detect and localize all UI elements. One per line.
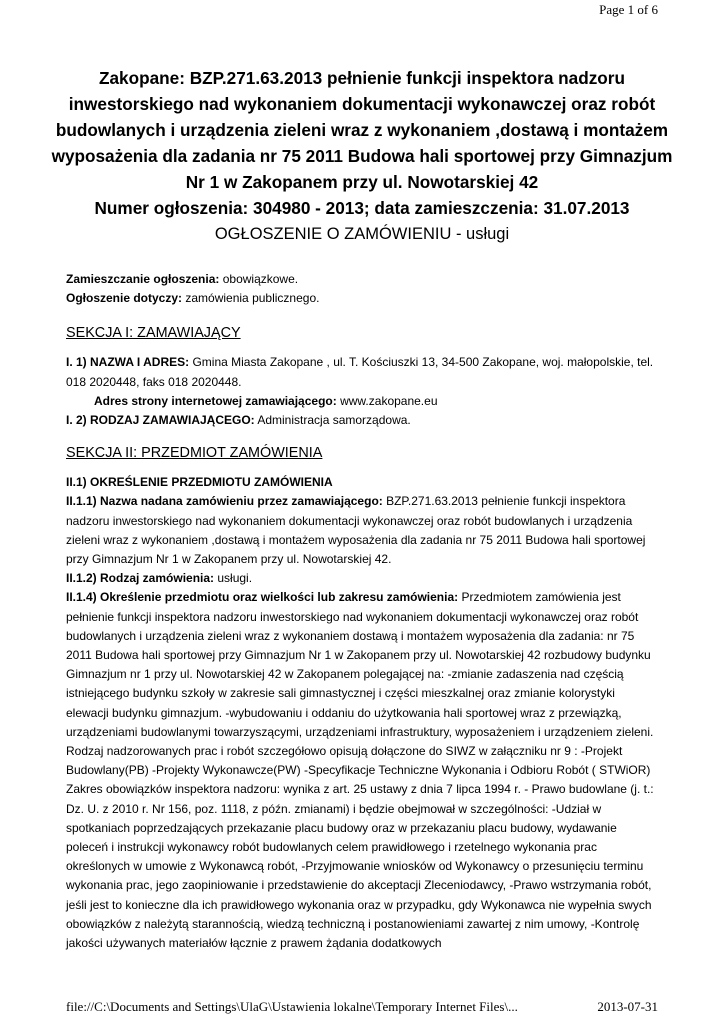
document-title: Zakopane: BZP.271.63.2013 pełnienie funkcji inspektora nadzoru inwestorskiego nad wykonaniem dokumentacji wykonawczej oraz robót budowlanych i urządzenia zieleni wraz z wykonaniem ,dostawą i montażem wyposażenia dla zadania nr 75 2011 Budowa hali sportowej przy Gimnazjum Nr 1 w Zakopanem przy ul. Nowotarskiej 42 xyxy=(51,68,673,192)
document-title-block xyxy=(50,65,674,247)
order-name-value: BZP.271.63.2013 pełnienie funkcji inspektora nadzoru inwestorskiego nad wykonaniem dokumentacji wykonawczej oraz robót budowlanych i urządzenia zieleni wraz z wykonaniem ,dostawą i montażem wyposażenia dla zadania nr 75 2011 Budowa hali sportowej przy Gimnazjum Nr 1 w Zakopanem przy ul. Nowotarskiej 42. xyxy=(66,494,646,567)
order-name-line xyxy=(66,492,658,569)
section-1-title: SEKCJA I: ZAMAWIAJĄCY xyxy=(66,325,241,342)
website-label: Adres strony internetowej zamawiającego: xyxy=(94,393,337,408)
document-body xyxy=(66,270,658,953)
page-number: Page 1 of 6 xyxy=(599,2,658,17)
order-name-label: II.1.1) Nazwa nadana zamówieniu przez zamawiającego: xyxy=(66,494,383,509)
website-line xyxy=(66,392,658,411)
name-address-label: I. 1) NAZWA I ADRES: xyxy=(66,355,190,370)
order-scope-line xyxy=(66,588,658,953)
footer-file-path: file://C:\Documents and Settings\UlaG\Ustawienia lokalne\Temporary Internet Files\... xyxy=(66,999,518,1014)
placement-label: Zamieszczanie ogłoszenia: xyxy=(66,272,220,286)
contracting-type-line xyxy=(66,411,658,430)
footer-date: 2013-07-31 xyxy=(597,999,658,1014)
announcement-type: OGŁOSZENIE O ZAMÓWIENIU - usługi xyxy=(214,225,510,243)
announcement-number: Numer ogłoszenia: 304980 - 2013; data zamieszczenia: 31.07.2013 xyxy=(94,198,630,218)
order-kind-label: II.1.2) Rodzaj zamówienia: xyxy=(66,571,215,586)
order-scope-value: Przedmiotem zamówienia jest pełnienie funkcji inspektora nadzoru inwestorskiego nad wykonaniem dokumentacji wykonawczej oraz robót budowlanych i urządzenia zieleni wraz z wykonaniem dostawą i montażem wyposażenia dla zadania: nr 75 2011 Budowa hali sportowej przy Gimnazjum Nr 1 w Zakopanem przy ul. Nowotarskiej 42 rozbudowy budynku Gimnazjum nr 1 przy ul. Nowotarskiej 42 w Zakopanem polegającej na: -zmianie zadaszenia nad częścią istniejącego budynku szkoły w zakresie sali gimnastycznej i części mieszkalnej oraz zmianie kolorystyki elewacji budynku gimnazjum. -wybudowaniu i oddaniu do użytkowania hali sportowej wraz z przewiązką, urządzeniami budowlanymi towarzyszącymi, urządzeniami infrastruktury, wyposażeniem i urządzeniem zieleni. Rodzaj nadzorowanych prac i robót szczegółowo opisują dołączone do SIWZ w załączniku nr 9 : -Projekt Budowlany(PB) -Projekty Wykonawcze(PW) -Specyfikacje Techniczne Wykonania i Odbioru Robót ( STWiOR) Zakres obowiązków inspektora nadzoru: wynika z art. 25 ustawy z dnia 7 lipca 1994 r. - Prawo budowlane (j. t.: Dz. U. z 2010 r. Nr 156, poz. 1118, z późn. zmianami) i będzie obejmował w szczególności: -Udział w spotkaniach poprzedzających przekazanie placu budowy oraz w przekazaniu placu budowy, wydawanie poleceń i instrukcji wykonawcy robót budowlanych celem prawidłowego i rzetelnego wykonania prac określonych w umowie z Wykonawcą robót, -Przyjmowanie wniosków od Wykonawcy o przesunięciu terminu wykonania prac, jego zaopiniowanie i przedstawienie do akceptacji Zleceniodawcy, -Prawo wstrzymania robót, jeśli jest to konieczne dla ich prawidłowego wykonania oraz w przypadku, gdy Wykonawca nie wypełnia swych obowiązków z należytą starannością, wiedzą techniczną i postanowieniami zawartej z nim umowy, -Kontrolę jakości używanych materiałów łącznie z prawem żądania dodatkowych xyxy=(66,590,654,951)
concerns-label: Ogłoszenie dotyczy: xyxy=(66,291,183,306)
website-link[interactable]: www.zakopane.eu xyxy=(340,393,438,408)
section-2-title: SEKCJA II: PRZEDMIOT ZAMÓWIENIA xyxy=(66,445,323,462)
contracting-type-label: I. 2) RODZAJ ZAMAWIAJĄCEGO: xyxy=(66,413,255,428)
name-address-line xyxy=(66,353,658,391)
section-2-subtitle: II.1) OKREŚLENIE PRZEDMIOTU ZAMÓWIENIA xyxy=(66,475,333,490)
name-address-value: Gmina Miasta Zakopane , ul. T. Kościuszki 13, 34-500 Zakopane, woj. małopolskie, tel. 018 2020448, faks 018 2020448. xyxy=(66,355,654,389)
concerns-line xyxy=(66,289,658,308)
order-kind-line xyxy=(66,569,658,588)
placement-value: obowiązkowe. xyxy=(219,272,299,286)
placement-line xyxy=(66,270,658,289)
concerns-value: zamówienia publicznego. xyxy=(182,291,320,306)
order-scope-label: II.1.4) Określenie przedmiotu oraz wielkości lub zakresu zamówienia: xyxy=(66,590,459,605)
contracting-type-value: Administracja samorządowa. xyxy=(254,413,411,428)
order-kind-value: usługi. xyxy=(214,571,253,586)
